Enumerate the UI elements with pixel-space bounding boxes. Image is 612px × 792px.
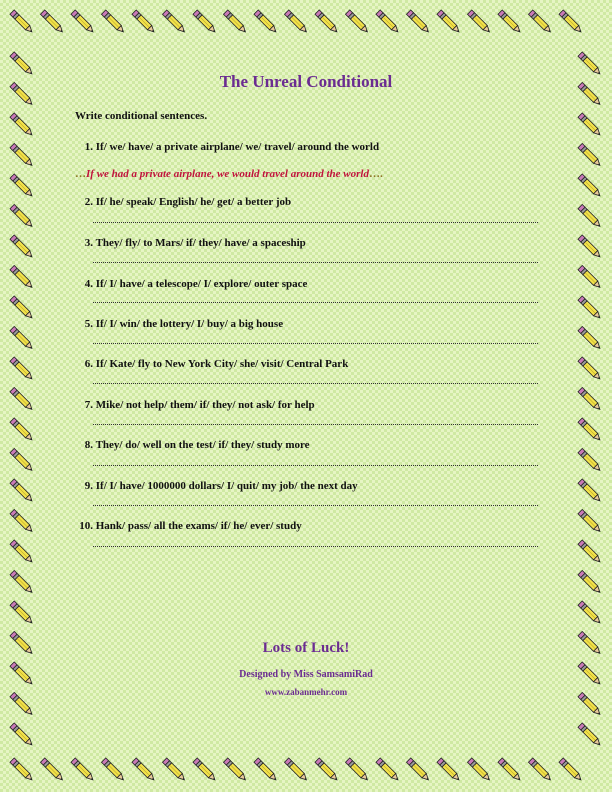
- item-prompt: If/ he/ speak/ English/ he/ get/ a better job: [95, 196, 292, 208]
- item-prompt: If/ I/ have/ a telescope/ I/ explore/ outer space: [95, 278, 308, 290]
- item-prompt: If/ I/ win/ the lottery/ I/ buy/ a big house: [95, 318, 284, 330]
- item-number: 5.: [84, 318, 93, 330]
- list-item: [75, 358, 545, 370]
- item-number: 9.: [84, 480, 93, 492]
- answer-line[interactable]: [93, 222, 538, 223]
- website-link[interactable]: www.zabanmehr.com: [264, 687, 348, 697]
- item-prompt: If/ Kate/ fly to New York City/ she/ visit/ Central Park: [95, 358, 349, 370]
- answer-line[interactable]: [93, 424, 538, 425]
- item-number: 3.: [84, 237, 93, 249]
- item-number: 6.: [84, 358, 93, 370]
- item-number: 8.: [84, 439, 93, 451]
- item-prompt: If/ I/ have/ 1000000 dollars/ I/ quit/ my job/ the next day: [95, 480, 358, 492]
- item-number: 4.: [84, 278, 93, 290]
- item-prompt: Hank/ pass/ all the exams/ if/ he/ ever/ study: [95, 520, 302, 532]
- item-prompt: Mike/ not help/ them/ if/ they/ not ask/ for help: [95, 399, 315, 411]
- list-item: [75, 480, 545, 492]
- answer-line[interactable]: [93, 262, 538, 263]
- worksheet-title: The Unreal Conditional: [219, 72, 393, 91]
- instruction-text: Write conditional sentences.: [75, 110, 208, 122]
- answer-line[interactable]: [93, 505, 538, 506]
- answer-line[interactable]: [93, 465, 538, 466]
- answer-line[interactable]: [93, 302, 538, 303]
- designer-credit: Designed by Miss SamsamiRad: [239, 669, 373, 680]
- list-item: [75, 237, 545, 249]
- example-tail: ….: [368, 168, 383, 180]
- example-sentence: If we had a private airplane, we would travel around the world: [86, 168, 369, 180]
- list-item: [75, 278, 545, 290]
- item-prompt: If/ we/ have/ a private airplane/ we/ travel/ around the world: [95, 141, 380, 153]
- list-item: [75, 141, 545, 153]
- list-item: [75, 196, 545, 208]
- answer-line[interactable]: [93, 383, 538, 384]
- item-number: 2.: [84, 196, 93, 208]
- item-prompt: They/ do/ well on the test/ if/ they/ study more: [95, 439, 310, 451]
- list-item: [75, 520, 545, 532]
- list-item: [75, 399, 545, 411]
- list-item: [75, 439, 545, 451]
- list-item: [75, 318, 545, 330]
- answer-line[interactable]: [93, 546, 538, 547]
- example-answer: [75, 168, 383, 180]
- item-number: 1.: [84, 141, 93, 153]
- example-lead: …: [75, 168, 86, 180]
- answer-line[interactable]: [93, 343, 538, 344]
- item-prompt: They/ fly/ to Mars/ if/ they/ have/ a spaceship: [95, 237, 306, 249]
- item-number: 7.: [84, 399, 93, 411]
- item-number: 10.: [79, 520, 93, 532]
- closing-message: Lots of Luck!: [262, 640, 350, 656]
